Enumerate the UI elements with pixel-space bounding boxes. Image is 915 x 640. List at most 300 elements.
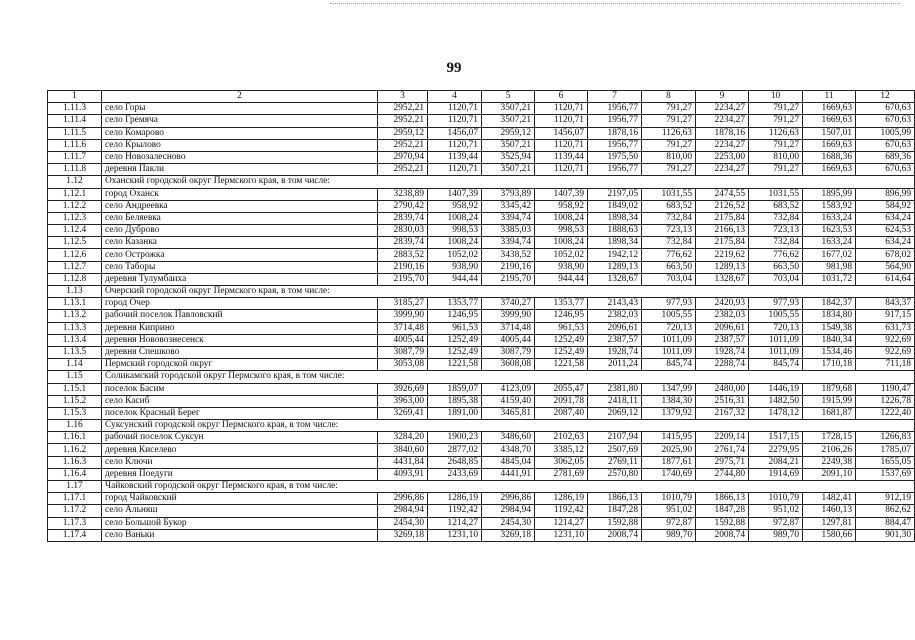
value-cell: 1226,78 <box>856 395 915 407</box>
section-title: Очерский городской округ Пермского края, в том числе: <box>102 286 915 298</box>
value-cell: 1847,28 <box>588 505 642 517</box>
section-code: 1.12 <box>48 176 102 188</box>
value-cell: 670,63 <box>856 139 915 151</box>
table-row <box>48 164 915 176</box>
value-cell: 2984,94 <box>482 505 535 517</box>
value-cell: 723,13 <box>749 225 803 237</box>
settlement-name: село Андреевка <box>102 200 378 212</box>
table-row <box>48 383 915 395</box>
value-cell: 1289,13 <box>696 261 749 273</box>
settlement-name: деревня Спешково <box>102 346 378 358</box>
value-cell: 1008,24 <box>535 212 588 224</box>
value-cell: 2761,74 <box>696 444 749 456</box>
value-cell: 1286,19 <box>428 493 482 505</box>
value-cell: 1246,95 <box>535 310 588 322</box>
settlement-name: село Комарово <box>102 127 378 139</box>
table-row <box>48 225 915 237</box>
value-cell: 1478,12 <box>749 407 803 419</box>
value-cell: 670,63 <box>856 103 915 115</box>
value-cell: 1669,63 <box>803 139 856 151</box>
table-row <box>48 456 915 468</box>
column-header: 12 <box>856 91 915 103</box>
value-cell: 2781,69 <box>535 468 588 480</box>
value-cell: 981,98 <box>803 261 856 273</box>
value-cell: 1710,18 <box>803 359 856 371</box>
value-cell: 2069,12 <box>588 407 642 419</box>
settlement-name: поселок Красный Берег <box>102 407 378 419</box>
value-cell: 1266,83 <box>856 432 915 444</box>
value-cell: 1190,47 <box>856 383 915 395</box>
value-cell: 1407,39 <box>535 188 588 200</box>
value-cell: 703,04 <box>642 273 696 285</box>
value-cell: 1859,07 <box>428 383 482 395</box>
value-cell: 1011,09 <box>642 346 696 358</box>
value-cell: 3062,05 <box>535 456 588 468</box>
row-code: 1.11.7 <box>48 151 102 163</box>
value-cell: 4348,70 <box>482 444 535 456</box>
row-code: 1.12.4 <box>48 225 102 237</box>
row-code: 1.17.2 <box>48 505 102 517</box>
value-cell: 989,70 <box>642 529 696 541</box>
value-cell: 972,87 <box>642 517 696 529</box>
value-cell: 2507,69 <box>588 444 642 456</box>
value-cell: 670,63 <box>856 115 915 127</box>
value-cell: 2011,24 <box>588 359 642 371</box>
value-cell: 1891,00 <box>428 407 482 419</box>
row-code: 1.12.1 <box>48 188 102 200</box>
value-cell: 1005,55 <box>642 310 696 322</box>
value-cell: 776,62 <box>749 249 803 261</box>
top-dotted-rule <box>330 3 900 5</box>
value-cell: 2790,42 <box>378 200 428 212</box>
value-cell: 1353,77 <box>535 298 588 310</box>
value-cell: 1623,53 <box>803 225 856 237</box>
value-cell: 1888,63 <box>588 225 642 237</box>
value-cell: 634,24 <box>856 212 915 224</box>
tariff-table <box>47 90 915 542</box>
value-cell: 2975,71 <box>696 456 749 468</box>
column-header: 4 <box>428 91 482 103</box>
value-cell: 732,84 <box>749 237 803 249</box>
value-cell: 2197,05 <box>588 188 642 200</box>
value-cell: 3714,48 <box>378 322 428 334</box>
table-row <box>48 212 915 224</box>
value-cell: 1289,13 <box>588 261 642 273</box>
settlement-name: село Таборы <box>102 261 378 273</box>
value-cell: 2008,74 <box>588 529 642 541</box>
value-cell: 922,69 <box>856 346 915 358</box>
value-cell: 1688,36 <box>803 151 856 163</box>
value-cell: 2877,02 <box>428 444 482 456</box>
value-cell: 1460,13 <box>803 505 856 517</box>
table-row <box>48 468 915 480</box>
section-row <box>48 481 915 493</box>
value-cell: 2234,27 <box>696 139 749 151</box>
value-cell: 1120,71 <box>428 103 482 115</box>
settlement-name: поселок Басим <box>102 383 378 395</box>
table-header-row <box>48 91 915 103</box>
value-cell: 1942,12 <box>588 249 642 261</box>
value-cell: 1446,19 <box>749 383 803 395</box>
value-cell: 2883,52 <box>378 249 428 261</box>
settlement-name: деревня Тулумбаиха <box>102 273 378 285</box>
value-cell: 958,92 <box>428 200 482 212</box>
table-row <box>48 395 915 407</box>
value-cell: 2175,84 <box>696 237 749 249</box>
value-cell: 1347,99 <box>642 383 696 395</box>
value-cell: 2996,86 <box>482 493 535 505</box>
value-cell: 791,27 <box>642 103 696 115</box>
settlement-name: село Новозалесново <box>102 151 378 163</box>
value-cell: 2839,74 <box>378 237 428 249</box>
value-cell: 3087,79 <box>378 346 428 358</box>
value-cell: 1956,77 <box>588 164 642 176</box>
value-cell: 1052,02 <box>535 249 588 261</box>
column-header: 1 <box>48 91 102 103</box>
value-cell: 3999,90 <box>378 310 428 322</box>
row-code: 1.16.3 <box>48 456 102 468</box>
value-cell: 1052,02 <box>428 249 482 261</box>
value-cell: 3963,00 <box>378 395 428 407</box>
value-cell: 720,13 <box>642 322 696 334</box>
row-code: 1.16.4 <box>48 468 102 480</box>
value-cell: 4093,91 <box>378 468 428 480</box>
value-cell: 2190,16 <box>378 261 428 273</box>
value-cell: 1849,02 <box>588 200 642 212</box>
value-cell: 3087,79 <box>482 346 535 358</box>
page-number: 99 <box>446 60 462 76</box>
value-cell: 1866,13 <box>588 493 642 505</box>
value-cell: 1379,92 <box>642 407 696 419</box>
value-cell: 683,52 <box>642 200 696 212</box>
value-cell: 2096,61 <box>588 322 642 334</box>
settlement-name: Пермский городской округ <box>102 359 378 371</box>
value-cell: 670,63 <box>856 164 915 176</box>
value-cell: 663,50 <box>642 261 696 273</box>
value-cell: 624,53 <box>856 225 915 237</box>
settlement-name: село Казанка <box>102 237 378 249</box>
value-cell: 4005,44 <box>482 334 535 346</box>
value-cell: 2996,86 <box>378 493 428 505</box>
value-cell: 1139,44 <box>535 151 588 163</box>
value-cell: 1297,81 <box>803 517 856 529</box>
value-cell: 2516,31 <box>696 395 749 407</box>
value-cell: 3185,27 <box>378 298 428 310</box>
value-cell: 2288,74 <box>696 359 749 371</box>
value-cell: 663,50 <box>749 261 803 273</box>
table-row <box>48 103 915 115</box>
value-cell: 1031,72 <box>803 273 856 285</box>
column-header: 11 <box>803 91 856 103</box>
value-cell: 810,00 <box>642 151 696 163</box>
value-cell: 944,44 <box>535 273 588 285</box>
value-cell: 1928,74 <box>696 346 749 358</box>
value-cell: 3507,21 <box>482 115 535 127</box>
value-cell: 1740,69 <box>642 468 696 480</box>
table-row <box>48 139 915 151</box>
section-title: Соликамский городской округ Пермского края, в том числе: <box>102 371 915 383</box>
value-cell: 977,93 <box>642 298 696 310</box>
value-cell: 951,02 <box>642 505 696 517</box>
value-cell: 2454,30 <box>482 517 535 529</box>
value-cell: 1192,42 <box>535 505 588 517</box>
value-cell: 1866,13 <box>696 493 749 505</box>
row-code: 1.11.5 <box>48 127 102 139</box>
row-code: 1.12.3 <box>48 212 102 224</box>
value-cell: 2381,80 <box>588 383 642 395</box>
value-cell: 1669,63 <box>803 115 856 127</box>
value-cell: 2091,78 <box>535 395 588 407</box>
section-row <box>48 420 915 432</box>
settlement-name: город Чайковский <box>102 493 378 505</box>
value-cell: 1120,71 <box>535 115 588 127</box>
settlement-name: село Острожка <box>102 249 378 261</box>
settlement-name: село Касиб <box>102 395 378 407</box>
value-cell: 1878,16 <box>588 127 642 139</box>
value-cell: 2830,03 <box>378 225 428 237</box>
section-row <box>48 371 915 383</box>
value-cell: 1956,77 <box>588 139 642 151</box>
value-cell: 1221,58 <box>535 359 588 371</box>
value-cell: 1231,10 <box>535 529 588 541</box>
value-cell: 3507,21 <box>482 139 535 151</box>
value-cell: 732,84 <box>642 237 696 249</box>
value-cell: 1956,77 <box>588 103 642 115</box>
column-header: 10 <box>749 91 803 103</box>
value-cell: 1840,34 <box>803 334 856 346</box>
value-cell: 791,27 <box>642 139 696 151</box>
settlement-name: село Дуброво <box>102 225 378 237</box>
value-cell: 1008,24 <box>428 237 482 249</box>
column-header: 6 <box>535 91 588 103</box>
value-cell: 2952,21 <box>378 139 428 151</box>
column-header: 2 <box>102 91 378 103</box>
value-cell: 3394,74 <box>482 237 535 249</box>
value-cell: 1120,71 <box>428 164 482 176</box>
value-cell: 3269,41 <box>378 407 428 419</box>
value-cell: 2219,62 <box>696 249 749 261</box>
value-cell: 631,73 <box>856 322 915 334</box>
value-cell: 1031,55 <box>749 188 803 200</box>
column-header: 3 <box>378 91 428 103</box>
value-cell: 732,84 <box>749 212 803 224</box>
row-code: 1.12.6 <box>48 249 102 261</box>
value-cell: 1031,55 <box>642 188 696 200</box>
row-code: 1.16.1 <box>48 432 102 444</box>
value-cell: 1728,15 <box>803 432 856 444</box>
value-cell: 720,13 <box>749 322 803 334</box>
value-cell: 845,74 <box>749 359 803 371</box>
value-cell: 2209,14 <box>696 432 749 444</box>
value-cell: 2166,13 <box>696 225 749 237</box>
value-cell: 1549,38 <box>803 322 856 334</box>
value-cell: 3840,60 <box>378 444 428 456</box>
value-cell: 3385,03 <box>482 225 535 237</box>
value-cell: 1384,30 <box>642 395 696 407</box>
row-code: 1.14 <box>48 359 102 371</box>
value-cell: 1008,24 <box>428 212 482 224</box>
value-cell: 2195,70 <box>482 273 535 285</box>
value-cell: 884,47 <box>856 517 915 529</box>
value-cell: 938,90 <box>535 261 588 273</box>
value-cell: 4159,40 <box>482 395 535 407</box>
value-cell: 1847,28 <box>696 505 749 517</box>
value-cell: 791,27 <box>749 115 803 127</box>
value-cell: 972,87 <box>749 517 803 529</box>
value-cell: 2190,16 <box>482 261 535 273</box>
value-cell: 2387,57 <box>588 334 642 346</box>
table-row <box>48 273 915 285</box>
row-code: 1.13.3 <box>48 322 102 334</box>
value-cell: 922,69 <box>856 334 915 346</box>
value-cell: 1956,77 <box>588 115 642 127</box>
value-cell: 2387,57 <box>696 334 749 346</box>
value-cell: 1914,69 <box>749 468 803 480</box>
value-cell: 4431,84 <box>378 456 428 468</box>
row-code: 1.15.2 <box>48 395 102 407</box>
value-cell: 564,90 <box>856 261 915 273</box>
value-cell: 3740,27 <box>482 298 535 310</box>
value-cell: 1583,92 <box>803 200 856 212</box>
value-cell: 2952,21 <box>378 103 428 115</box>
value-cell: 1534,46 <box>803 346 856 358</box>
value-cell: 2984,94 <box>378 505 428 517</box>
value-cell: 2143,43 <box>588 298 642 310</box>
value-cell: 2952,21 <box>378 164 428 176</box>
settlement-name: село Крылово <box>102 139 378 151</box>
value-cell: 2091,10 <box>803 468 856 480</box>
value-cell: 584,92 <box>856 200 915 212</box>
value-cell: 1008,24 <box>535 237 588 249</box>
table-row <box>48 505 915 517</box>
value-cell: 1669,63 <box>803 164 856 176</box>
settlement-name: деревня Пакли <box>102 164 378 176</box>
value-cell: 917,15 <box>856 310 915 322</box>
row-code: 1.12.7 <box>48 261 102 273</box>
value-cell: 3465,81 <box>482 407 535 419</box>
value-cell: 2195,70 <box>378 273 428 285</box>
value-cell: 2433,69 <box>428 468 482 480</box>
value-cell: 3525,94 <box>482 151 535 163</box>
row-code: 1.16.2 <box>48 444 102 456</box>
settlement-name: село Ваньки <box>102 529 378 541</box>
value-cell: 1011,09 <box>749 334 803 346</box>
section-row <box>48 176 915 188</box>
value-cell: 1592,88 <box>696 517 749 529</box>
value-cell: 3269,18 <box>378 529 428 541</box>
value-cell: 2420,93 <box>696 298 749 310</box>
value-cell: 1482,41 <box>803 493 856 505</box>
section-title: Чайковский городской округ Пермского края, в том числе: <box>102 481 915 493</box>
value-cell: 989,70 <box>749 529 803 541</box>
value-cell: 1005,55 <box>749 310 803 322</box>
value-cell: 3394,74 <box>482 212 535 224</box>
row-code: 1.11.6 <box>48 139 102 151</box>
row-code: 1.11.4 <box>48 115 102 127</box>
value-cell: 683,52 <box>749 200 803 212</box>
value-cell: 1915,99 <box>803 395 856 407</box>
value-cell: 1011,09 <box>642 334 696 346</box>
value-cell: 791,27 <box>749 164 803 176</box>
value-cell: 2959,12 <box>378 127 428 139</box>
value-cell: 1222,40 <box>856 407 915 419</box>
settlement-name: село Гремяча <box>102 115 378 127</box>
row-code: 1.11.8 <box>48 164 102 176</box>
value-cell: 723,13 <box>642 225 696 237</box>
value-cell: 1834,80 <box>803 310 856 322</box>
value-cell: 614,64 <box>856 273 915 285</box>
row-code: 1.12.8 <box>48 273 102 285</box>
value-cell: 1010,79 <box>642 493 696 505</box>
table-row <box>48 115 915 127</box>
value-cell: 1120,71 <box>535 164 588 176</box>
value-cell: 2102,63 <box>535 432 588 444</box>
value-cell: 810,00 <box>749 151 803 163</box>
value-cell: 1633,24 <box>803 212 856 224</box>
value-cell: 3238,89 <box>378 188 428 200</box>
value-cell: 2418,11 <box>588 395 642 407</box>
table-row <box>48 298 915 310</box>
value-cell: 1900,23 <box>428 432 482 444</box>
value-cell: 1517,15 <box>749 432 803 444</box>
value-cell: 2234,27 <box>696 103 749 115</box>
value-cell: 1120,71 <box>428 139 482 151</box>
row-code: 1.15.1 <box>48 383 102 395</box>
value-cell: 1415,95 <box>642 432 696 444</box>
value-cell: 1633,24 <box>803 237 856 249</box>
settlement-name: деревня Киселево <box>102 444 378 456</box>
value-cell: 1895,99 <box>803 188 856 200</box>
value-cell: 1407,39 <box>428 188 482 200</box>
table-row <box>48 444 915 456</box>
value-cell: 1456,07 <box>428 127 482 139</box>
row-code: 1.17.1 <box>48 493 102 505</box>
value-cell: 2970,94 <box>378 151 428 163</box>
value-cell: 776,62 <box>642 249 696 261</box>
value-cell: 1231,10 <box>428 529 482 541</box>
row-code: 1.13.1 <box>48 298 102 310</box>
value-cell: 1214,27 <box>428 517 482 529</box>
value-cell: 845,74 <box>642 359 696 371</box>
value-cell: 1592,88 <box>588 517 642 529</box>
value-cell: 4005,44 <box>378 334 428 346</box>
value-cell: 2126,52 <box>696 200 749 212</box>
value-cell: 1328,67 <box>588 273 642 285</box>
row-code: 1.13.4 <box>48 334 102 346</box>
value-cell: 977,93 <box>749 298 803 310</box>
value-cell: 2008,74 <box>696 529 749 541</box>
settlement-name: село Большой Букор <box>102 517 378 529</box>
value-cell: 2249,38 <box>803 456 856 468</box>
value-cell: 3507,21 <box>482 103 535 115</box>
value-cell: 3438,52 <box>482 249 535 261</box>
settlement-name: рабочий поселок Павловский <box>102 310 378 322</box>
value-cell: 1507,01 <box>803 127 856 139</box>
value-cell: 1126,63 <box>642 127 696 139</box>
row-code: 1.13.5 <box>48 346 102 358</box>
value-cell: 1252,49 <box>428 334 482 346</box>
value-cell: 2096,61 <box>696 322 749 334</box>
row-code: 1.12.2 <box>48 200 102 212</box>
value-cell: 1252,49 <box>428 346 482 358</box>
value-cell: 961,53 <box>428 322 482 334</box>
section-row <box>48 286 915 298</box>
value-cell: 3714,48 <box>482 322 535 334</box>
value-cell: 1879,68 <box>803 383 856 395</box>
value-cell: 1214,27 <box>535 517 588 529</box>
value-cell: 3608,08 <box>482 359 535 371</box>
table-row <box>48 261 915 273</box>
